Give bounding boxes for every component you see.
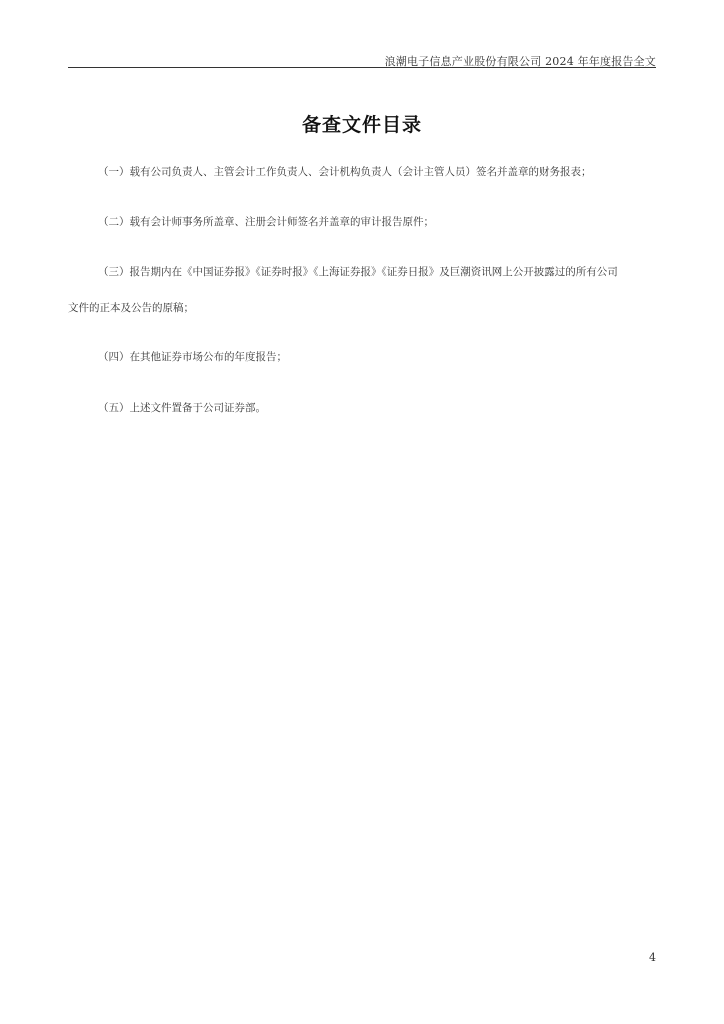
list-item-5 (68, 401, 656, 415)
list-item-3 (68, 265, 656, 315)
list-item-text: （四）在其他证券市场公布的年度报告； (98, 351, 287, 363)
list-item-continuation: 文件的正本及公告的原稿； (68, 302, 194, 314)
page-header (68, 49, 656, 68)
page-number: 4 (649, 951, 656, 964)
list-item-1 (68, 165, 656, 179)
list-item-2 (68, 215, 656, 229)
list-item-4 (68, 350, 656, 364)
list-item-text: （五）上述文件置备于公司证券部。 (98, 402, 266, 414)
running-header-title: 浪潮电子信息产业股份有限公司 2024 年年度报告全文 (384, 55, 656, 68)
list-item-text: （二）载有会计师事务所盖章、注册会计师签名并盖章的审计报告原件； (98, 216, 434, 228)
list-item-text: （三）报告期内在《中国证券报》《证券时报》《上海证券报》《证券日报》及巨潮资讯网上公开披露过的所有公司 (98, 266, 618, 278)
document-title: 备查文件目录 (301, 113, 422, 136)
list-item-text: （一）载有公司负责人、主管会计工作负责人、会计机构负责人（会计主管人员）签名并盖章的财务报表； (98, 166, 592, 178)
